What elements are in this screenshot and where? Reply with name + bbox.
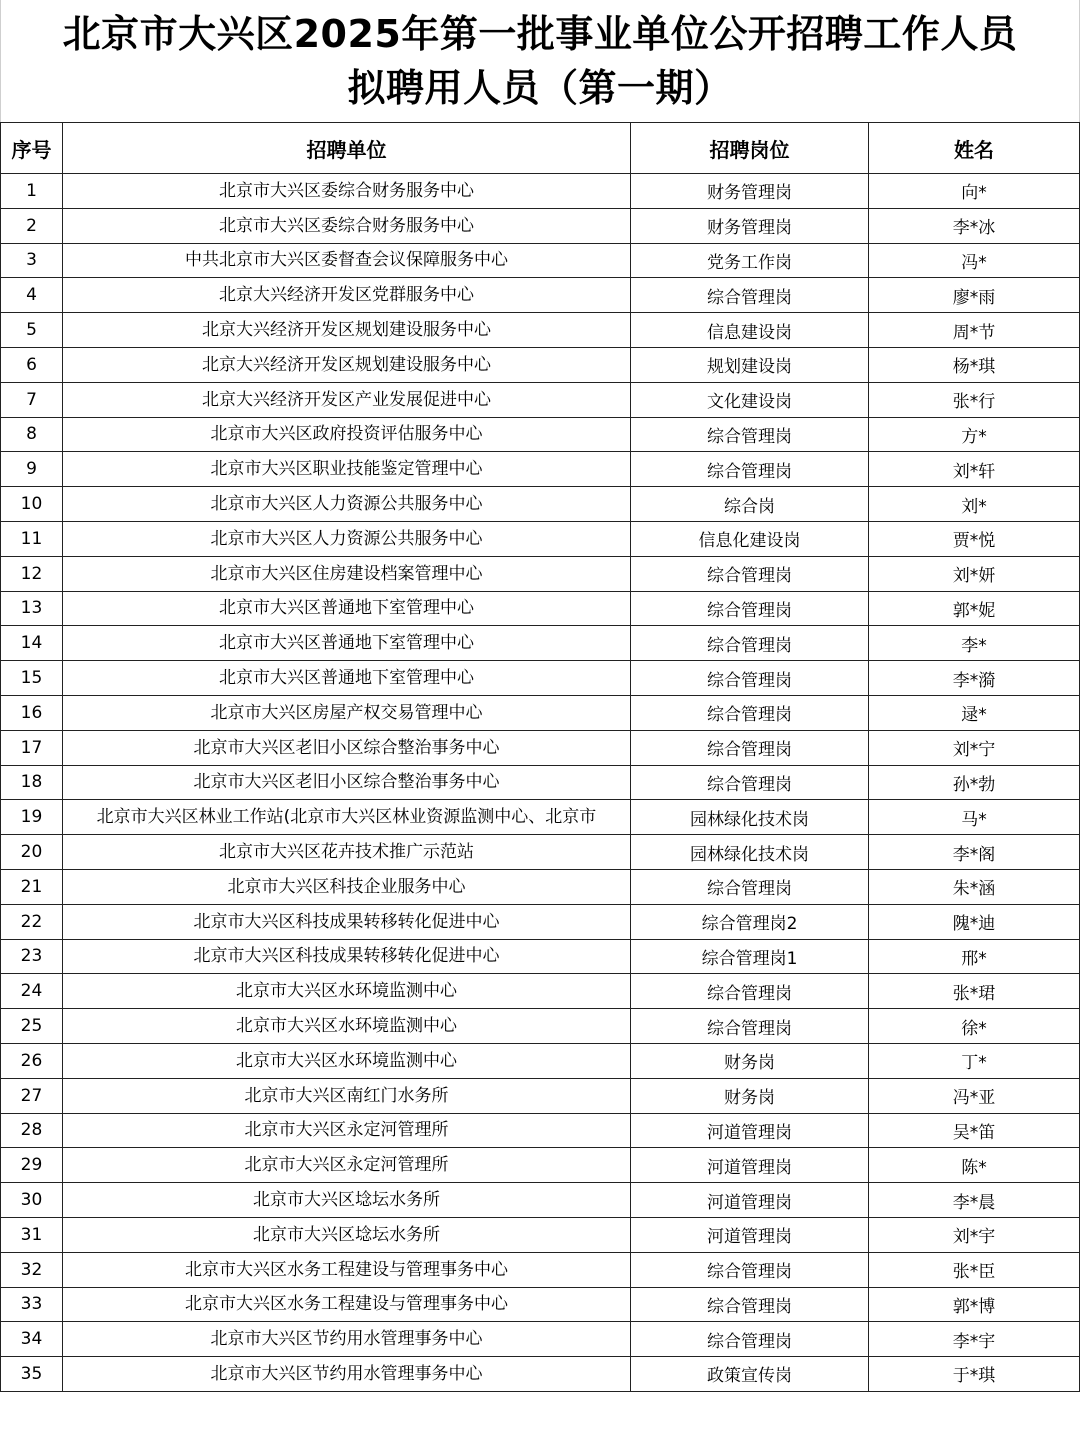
- table-row: [1, 1009, 1080, 1044]
- unit-text: 中共北京市大兴区委督查会议保障服务中心: [185, 250, 508, 271]
- header-position: 招聘岗位: [631, 123, 869, 174]
- table-row: [1, 1043, 1080, 1078]
- table-row: [1, 626, 1080, 661]
- cell-position: 财务岗: [631, 1043, 869, 1078]
- cell-unit: [63, 1043, 631, 1078]
- cell-position: 河道管理岗: [631, 1183, 869, 1218]
- cell-position: 综合管理岗: [631, 1322, 869, 1357]
- table-row: [1, 278, 1080, 313]
- cell-name: 李*: [869, 626, 1080, 661]
- cell-index: 33: [1, 1287, 63, 1322]
- header-unit: 招聘单位: [63, 123, 631, 174]
- cell-index: 23: [1, 939, 63, 974]
- table-row: [1, 1357, 1080, 1392]
- cell-index: 27: [1, 1078, 63, 1113]
- unit-text: 北京市大兴区普通地下室管理中心: [219, 668, 474, 689]
- cell-position: 综合管理岗: [631, 695, 869, 730]
- cell-index: 8: [1, 417, 63, 452]
- table-row: [1, 382, 1080, 417]
- table-row: [1, 1287, 1080, 1322]
- cell-position: 园林绿化技术岗: [631, 835, 869, 870]
- hiring-table: [0, 122, 1080, 1392]
- cell-position: 信息化建设岗: [631, 521, 869, 556]
- cell-name: 李*宇: [869, 1322, 1080, 1357]
- table-row: [1, 1183, 1080, 1218]
- cell-name: 李*阁: [869, 835, 1080, 870]
- table-body: [1, 174, 1080, 1392]
- unit-text: 北京市大兴区科技企业服务中心: [227, 876, 466, 897]
- table-row: [1, 869, 1080, 904]
- table-row: [1, 417, 1080, 452]
- cell-position: 党务工作岗: [631, 243, 869, 278]
- table-row: [1, 974, 1080, 1009]
- cell-unit: [63, 626, 631, 661]
- cell-name: 徐*: [869, 1009, 1080, 1044]
- cell-position: 河道管理岗: [631, 1217, 869, 1252]
- cell-index: 16: [1, 695, 63, 730]
- cell-index: 3: [1, 243, 63, 278]
- cell-unit: [63, 835, 631, 870]
- cell-unit: [63, 974, 631, 1009]
- cell-index: 30: [1, 1183, 63, 1218]
- cell-position: 河道管理岗: [631, 1148, 869, 1183]
- unit-text: 北京市大兴区老旧小区综合整治事务中心: [193, 772, 500, 793]
- unit-text: 北京市大兴区林业工作站(北京市大兴区林业资源监测中心、北京市: [96, 807, 597, 828]
- cell-name: 刘*宇: [869, 1217, 1080, 1252]
- unit-text: 北京大兴经济开发区产业发展促进中心: [202, 389, 491, 410]
- cell-name: 张*臣: [869, 1252, 1080, 1287]
- cell-name: 隗*迪: [869, 904, 1080, 939]
- cell-index: 2: [1, 208, 63, 243]
- cell-name: 孙*勃: [869, 765, 1080, 800]
- unit-text: 北京市大兴区普通地下室管理中心: [219, 633, 474, 654]
- cell-position: 信息建设岗: [631, 313, 869, 348]
- cell-position: 综合管理岗: [631, 661, 869, 696]
- cell-position: 综合管理岗: [631, 556, 869, 591]
- cell-name: 周*节: [869, 313, 1080, 348]
- unit-text: 北京市大兴区委综合财务服务中心: [219, 180, 474, 201]
- cell-unit: [63, 1148, 631, 1183]
- cell-unit: [63, 243, 631, 278]
- cell-position: 综合管理岗: [631, 730, 869, 765]
- cell-name: 刘*轩: [869, 452, 1080, 487]
- cell-index: 22: [1, 904, 63, 939]
- unit-text: 北京市大兴区科技成果转移转化促进中心: [193, 946, 500, 967]
- cell-index: 5: [1, 313, 63, 348]
- cell-position: 河道管理岗: [631, 1113, 869, 1148]
- unit-text: 北京市大兴区节约用水管理事务中心: [210, 1363, 483, 1384]
- cell-name: 吴*笛: [869, 1113, 1080, 1148]
- unit-text: 北京市大兴区水务工程建设与管理事务中心: [185, 1294, 508, 1315]
- cell-unit: [63, 904, 631, 939]
- cell-position: 综合管理岗: [631, 1252, 869, 1287]
- cell-name: 朱*涵: [869, 869, 1080, 904]
- unit-text: 北京市大兴区水环境监测中心: [236, 1050, 457, 1071]
- cell-index: 17: [1, 730, 63, 765]
- table-row: [1, 730, 1080, 765]
- cell-index: 32: [1, 1252, 63, 1287]
- cell-name: 冯*: [869, 243, 1080, 278]
- table-row: [1, 591, 1080, 626]
- cell-unit: [63, 313, 631, 348]
- cell-name: 贾*悦: [869, 521, 1080, 556]
- table-row: [1, 765, 1080, 800]
- cell-unit: [63, 765, 631, 800]
- cell-index: 18: [1, 765, 63, 800]
- cell-index: 6: [1, 347, 63, 382]
- table-row: [1, 313, 1080, 348]
- unit-text: 北京市大兴区永定河管理所: [244, 1120, 449, 1141]
- cell-index: 34: [1, 1322, 63, 1357]
- cell-position: 规划建设岗: [631, 347, 869, 382]
- cell-name: 张*行: [869, 382, 1080, 417]
- cell-unit: [63, 591, 631, 626]
- cell-index: 21: [1, 869, 63, 904]
- unit-text: 北京大兴经济开发区规划建设服务中心: [202, 354, 491, 375]
- cell-index: 11: [1, 521, 63, 556]
- cell-position: 综合管理岗: [631, 626, 869, 661]
- cell-name: 逯*: [869, 695, 1080, 730]
- cell-index: 7: [1, 382, 63, 417]
- unit-text: 北京市大兴区房屋产权交易管理中心: [210, 702, 483, 723]
- cell-index: 10: [1, 487, 63, 522]
- cell-position: 综合管理岗: [631, 765, 869, 800]
- cell-index: 25: [1, 1009, 63, 1044]
- cell-unit: [63, 1357, 631, 1392]
- cell-index: 29: [1, 1148, 63, 1183]
- unit-text: 北京市大兴区永定河管理所: [244, 1155, 449, 1176]
- unit-text: 北京市大兴区委综合财务服务中心: [219, 215, 474, 236]
- cell-name: 邢*: [869, 939, 1080, 974]
- unit-text: 北京市大兴区南红门水务所: [244, 1085, 449, 1106]
- table-row: [1, 1078, 1080, 1113]
- cell-name: 方*: [869, 417, 1080, 452]
- cell-name: 刘*: [869, 487, 1080, 522]
- unit-text: 北京大兴经济开发区规划建设服务中心: [202, 320, 491, 341]
- unit-text: 北京市大兴区水环境监测中心: [236, 1016, 457, 1037]
- document-title: [0, 0, 1080, 122]
- unit-text: 北京市大兴区普通地下室管理中心: [219, 598, 474, 619]
- cell-unit: [63, 347, 631, 382]
- unit-text: 北京市大兴区埝坛水务所: [253, 1224, 440, 1245]
- table-row: [1, 904, 1080, 939]
- cell-unit: [63, 452, 631, 487]
- cell-name: 向*: [869, 174, 1080, 209]
- unit-text: 北京市大兴区职业技能鉴定管理中心: [210, 459, 483, 480]
- cell-position: 综合管理岗2: [631, 904, 869, 939]
- cell-position: 综合管理岗: [631, 452, 869, 487]
- cell-index: 12: [1, 556, 63, 591]
- cell-unit: [63, 1078, 631, 1113]
- cell-name: 冯*亚: [869, 1078, 1080, 1113]
- cell-unit: [63, 382, 631, 417]
- cell-unit: [63, 1009, 631, 1044]
- cell-unit: [63, 1113, 631, 1148]
- unit-text: 北京市大兴区水务工程建设与管理事务中心: [185, 1259, 508, 1280]
- table-row: [1, 1217, 1080, 1252]
- cell-index: 31: [1, 1217, 63, 1252]
- cell-index: 28: [1, 1113, 63, 1148]
- cell-unit: [63, 939, 631, 974]
- unit-text: 北京大兴经济开发区党群服务中心: [219, 285, 474, 306]
- table-row: [1, 487, 1080, 522]
- table-row: [1, 347, 1080, 382]
- cell-unit: [63, 417, 631, 452]
- cell-position: 综合岗: [631, 487, 869, 522]
- cell-unit: [63, 869, 631, 904]
- unit-text: 北京市大兴区水环境监测中心: [236, 981, 457, 1002]
- cell-unit: [63, 800, 631, 835]
- title-line-2: 拟聘用人员（第一期）: [347, 66, 733, 110]
- cell-position: 综合管理岗: [631, 869, 869, 904]
- unit-text: 北京市大兴区埝坛水务所: [253, 1190, 440, 1210]
- table-row: [1, 695, 1080, 730]
- cell-index: 13: [1, 591, 63, 626]
- cell-position: 综合管理岗: [631, 974, 869, 1009]
- table-row: [1, 1322, 1080, 1357]
- table-header-row: [1, 123, 1080, 174]
- cell-index: 4: [1, 278, 63, 313]
- unit-text: 北京市大兴区花卉技术推广示范站: [219, 842, 474, 863]
- cell-name: 马*: [869, 800, 1080, 835]
- table-row: [1, 243, 1080, 278]
- cell-name: 张*珺: [869, 974, 1080, 1009]
- cell-unit: [63, 1217, 631, 1252]
- cell-index: 24: [1, 974, 63, 1009]
- cell-unit: [63, 174, 631, 209]
- cell-unit: [63, 730, 631, 765]
- cell-position: 财务岗: [631, 1078, 869, 1113]
- cell-unit: [63, 278, 631, 313]
- cell-position: 园林绿化技术岗: [631, 800, 869, 835]
- cell-index: 9: [1, 452, 63, 487]
- table-row: [1, 1113, 1080, 1148]
- cell-position: 政策宣传岗: [631, 1357, 869, 1392]
- cell-name: 郭*博: [869, 1287, 1080, 1322]
- cell-unit: [63, 556, 631, 591]
- unit-text: 北京市大兴区节约用水管理事务中心: [210, 1329, 483, 1350]
- cell-name: 刘*宁: [869, 730, 1080, 765]
- table-row: [1, 1148, 1080, 1183]
- table-row: [1, 835, 1080, 870]
- unit-text: 北京市大兴区老旧小区综合整治事务中心: [193, 737, 500, 758]
- title-line-1: 北京市大兴区2025年第一批事业单位公开招聘工作人员: [62, 12, 1018, 56]
- cell-unit: [63, 695, 631, 730]
- cell-index: 20: [1, 835, 63, 870]
- cell-name: 杨*琪: [869, 347, 1080, 382]
- cell-unit: [63, 1287, 631, 1322]
- header-name: 姓名: [869, 123, 1080, 174]
- cell-position: 综合管理岗: [631, 278, 869, 313]
- cell-position: 综合管理岗: [631, 591, 869, 626]
- cell-unit: [63, 1252, 631, 1287]
- table-row: [1, 556, 1080, 591]
- cell-unit: [63, 661, 631, 696]
- cell-name: 郭*妮: [869, 591, 1080, 626]
- table-row: [1, 208, 1080, 243]
- cell-unit: [63, 521, 631, 556]
- cell-position: 综合管理岗: [631, 417, 869, 452]
- cell-index: 35: [1, 1357, 63, 1392]
- unit-text: 北京市大兴区人力资源公共服务中心: [210, 494, 483, 515]
- unit-text: 北京市大兴区住房建设档案管理中心: [210, 563, 483, 584]
- header-index: 序号: [1, 123, 63, 174]
- unit-text: 北京市大兴区科技成果转移转化促进中心: [193, 911, 500, 932]
- table-row: [1, 452, 1080, 487]
- cell-name: 于*琪: [869, 1357, 1080, 1392]
- cell-name: 李*冰: [869, 208, 1080, 243]
- table-row: [1, 174, 1080, 209]
- cell-index: 14: [1, 626, 63, 661]
- table-row: [1, 521, 1080, 556]
- cell-name: 李*晨: [869, 1183, 1080, 1218]
- cell-position: 综合管理岗1: [631, 939, 869, 974]
- cell-index: 15: [1, 661, 63, 696]
- cell-position: 财务管理岗: [631, 208, 869, 243]
- cell-position: 文化建设岗: [631, 382, 869, 417]
- cell-unit: [63, 208, 631, 243]
- cell-position: 综合管理岗: [631, 1287, 869, 1322]
- cell-index: 26: [1, 1043, 63, 1078]
- cell-name: 刘*妍: [869, 556, 1080, 591]
- cell-name: 陈*: [869, 1148, 1080, 1183]
- table-row: [1, 800, 1080, 835]
- cell-name: 李*漪: [869, 661, 1080, 696]
- cell-unit: [63, 487, 631, 522]
- unit-text: 北京市大兴区政府投资评估服务中心: [210, 424, 483, 445]
- cell-position: 财务管理岗: [631, 174, 869, 209]
- cell-index: 1: [1, 174, 63, 209]
- cell-name: 廖*雨: [869, 278, 1080, 313]
- unit-text: 北京市大兴区人力资源公共服务中心: [210, 528, 483, 549]
- table-row: [1, 661, 1080, 696]
- cell-name: 丁*: [869, 1043, 1080, 1078]
- cell-unit: [63, 1322, 631, 1357]
- table-row: [1, 939, 1080, 974]
- cell-unit: [63, 1183, 631, 1218]
- cell-index: 19: [1, 800, 63, 835]
- cell-position: 综合管理岗: [631, 1009, 869, 1044]
- table-row: [1, 1252, 1080, 1287]
